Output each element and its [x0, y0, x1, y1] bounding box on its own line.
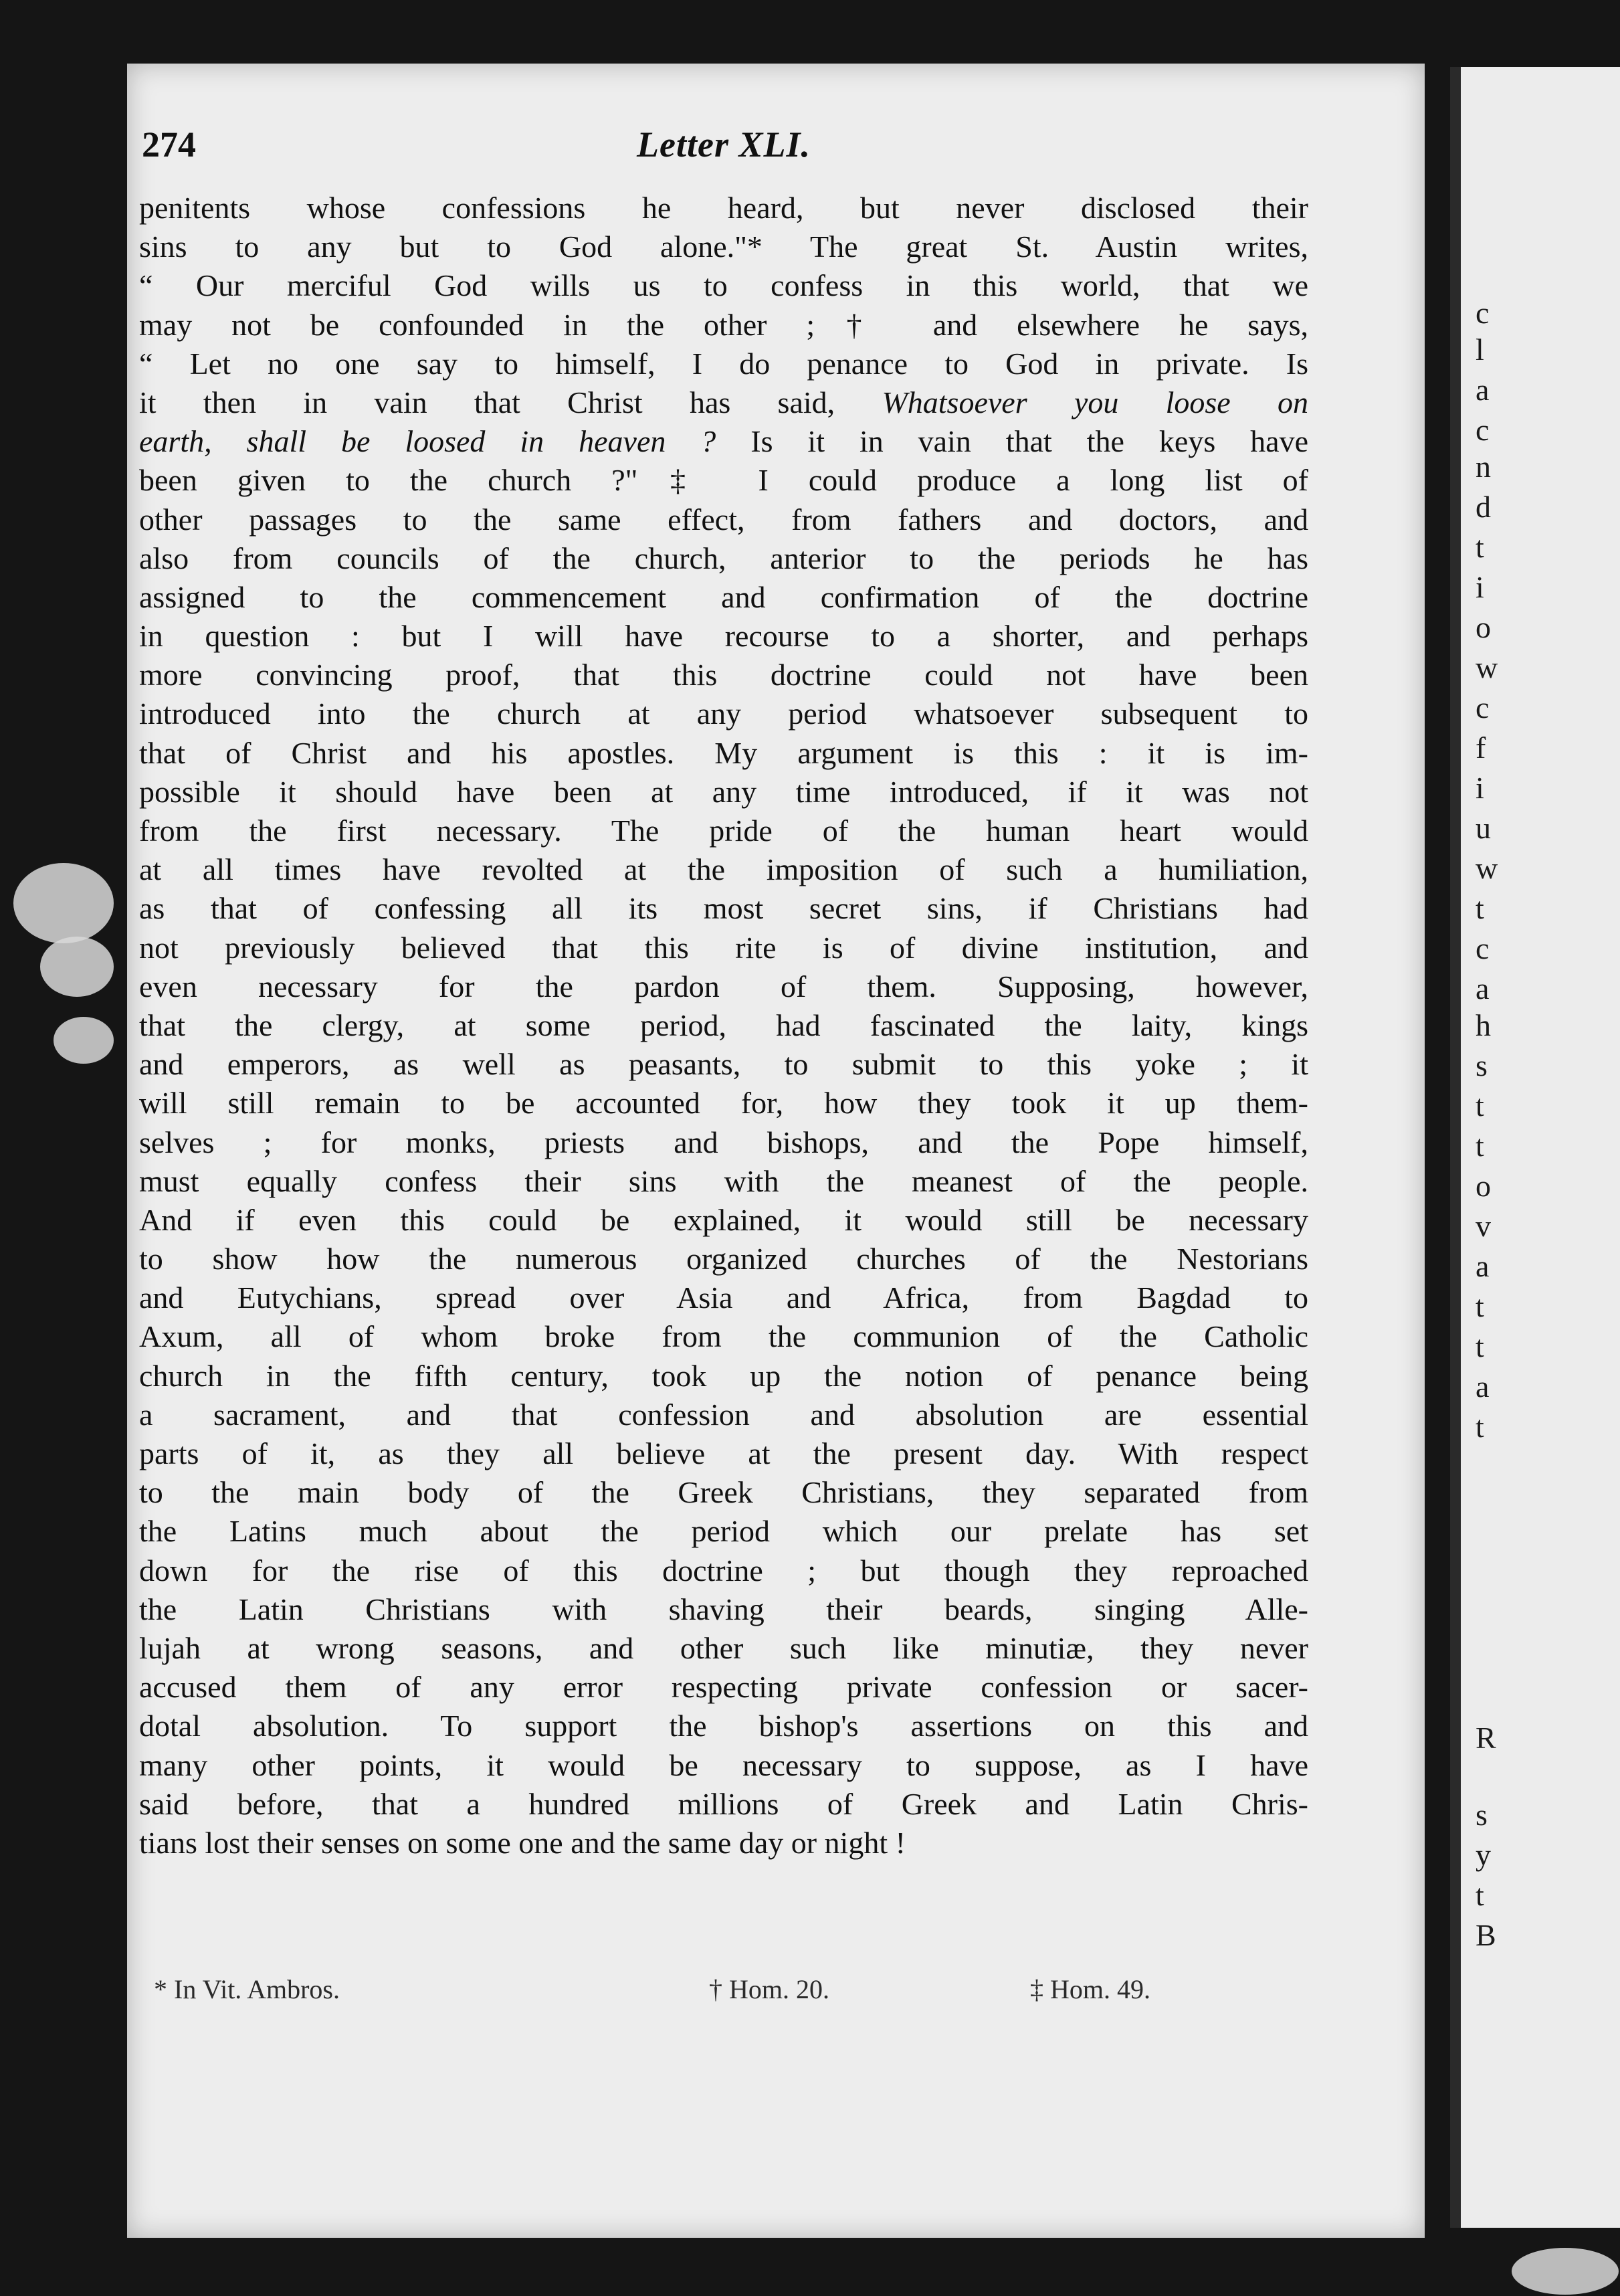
text-line: may not be confounded in the other ;† and elsewhere he says, — [139, 307, 1308, 342]
text-line: parts of it, as they all believe at the present day. With respect — [139, 1436, 1308, 1470]
running-head: Letter XLI. — [637, 124, 811, 165]
facing-page-letter: w — [1476, 851, 1498, 885]
text-line: possible it should have been at any time introduced, if it was not — [139, 774, 1308, 809]
facing-page-letter: l — [1476, 332, 1484, 367]
facing-page-letter: d — [1476, 490, 1491, 524]
text-line: and Eutychians, spread over Asia and Africa, from Bagdad to — [139, 1280, 1308, 1315]
footnote: * In Vit. Ambros. — [154, 1974, 340, 2004]
facing-page-letter: t — [1476, 891, 1484, 925]
text-line: at all times have revolted at the imposition of such a humiliation, — [139, 852, 1308, 887]
facing-page-letter: t — [1476, 1410, 1484, 1444]
facing-page-letter: c — [1476, 413, 1490, 447]
facing-page-letter: t — [1476, 530, 1484, 564]
text-line: assigned to the commencement and confirmation of the doctrine — [139, 579, 1308, 614]
facing-page-letter: t — [1476, 1088, 1484, 1123]
text-line-with-italic — [139, 383, 1308, 422]
text-line: down for the rise of this doctrine ; but though they reproached — [139, 1553, 1308, 1588]
facing-page-letter: t — [1476, 1129, 1484, 1163]
facing-page-letter: f — [1476, 731, 1486, 765]
backdrop-stain — [54, 1017, 114, 1064]
facing-page-letter: s — [1476, 1798, 1488, 1832]
text-line: not previously believed that this rite is of divine institution, and — [139, 930, 1308, 965]
facing-page-letter: u — [1476, 811, 1491, 845]
text-line: and emperors, as well as peasants, to submit to this yoke ; it — [139, 1047, 1308, 1082]
facing-page-letter: i — [1476, 771, 1484, 805]
facing-page-letter: h — [1476, 1008, 1491, 1042]
facing-page-letter: a — [1476, 1369, 1490, 1404]
backdrop-stain — [40, 937, 114, 997]
footnote: ‡ Hom. 49. — [1030, 1974, 1150, 2004]
text-line: lujah at wrong seasons, and other such like minutiæ, they never — [139, 1630, 1308, 1665]
facing-page-letter: B — [1476, 1918, 1496, 1952]
facing-page-letter: n — [1476, 450, 1491, 484]
facing-page-letter: y — [1476, 1838, 1491, 1872]
text-line: church in the fifth century, took up the notion of penance being — [139, 1358, 1308, 1393]
facing-page-letter: t — [1476, 1329, 1484, 1363]
text-line: accused them of any error respecting private confession or sacer- — [139, 1670, 1308, 1705]
text-line: the Latin Christians with shaving their beards, singing Alle- — [139, 1592, 1308, 1626]
text-line: must equally confess their sins with the meanest of the people. — [139, 1163, 1308, 1198]
facing-page-letter: a — [1476, 1249, 1490, 1283]
facing-page-letter: t — [1476, 1289, 1484, 1323]
text-line: said before, that a hundred millions of Greek and Latin Chris- — [139, 1786, 1308, 1821]
text-line-with-italic — [139, 422, 1308, 461]
facing-page-letter: t — [1476, 1878, 1484, 1912]
facing-page-letter: R — [1476, 1721, 1496, 1755]
text-line: “ Our merciful God wills us to confess in this world, that we — [139, 268, 1308, 303]
text-fragment: it then in vain that Christ has said, — [139, 385, 835, 419]
footnote: † Hom. 20. — [709, 1974, 829, 2004]
text-line: also from councils of the church, anterior to the periods he has — [139, 541, 1308, 575]
text-line: a sacrament, and that confession and absolution are essential — [139, 1397, 1308, 1432]
facing-page-letter: o — [1476, 1169, 1491, 1203]
text-line: to the main body of the Greek Christians, they separated from — [139, 1475, 1308, 1510]
text-line: sins to any but to God alone."* The great St. Austin writes, — [139, 229, 1308, 264]
backdrop-stain — [13, 863, 114, 943]
text-line: Axum, all of whom broke from the communion of the Catholic — [139, 1319, 1308, 1354]
text-line: will still remain to be accounted for, how they took it up them- — [139, 1086, 1308, 1121]
footnotes — [154, 1974, 1291, 2014]
text-line: that of Christ and his apostles. My argument is this : it is im- — [139, 735, 1308, 770]
text-line: selves ; for monks, priests and bishops, and the Pope himself, — [139, 1125, 1308, 1159]
text-line: even necessary for the pardon of them. Supposing, however, — [139, 969, 1308, 1003]
text-line: many other points, it would be necessary to suppose, as I have — [139, 1747, 1308, 1782]
text-line: dotal absolution. To support the bishop's assertions on this and — [139, 1709, 1308, 1743]
facing-page-letter: c — [1476, 931, 1490, 965]
text-line: to show how the numerous organized churches of the Nestorians — [139, 1242, 1308, 1276]
text-line: in question : but I will have recourse to a shorter, and perhaps — [139, 619, 1308, 654]
page-header — [142, 124, 1306, 177]
facing-page-letter: a — [1476, 971, 1490, 1006]
backdrop-stain — [1512, 2248, 1619, 2295]
facing-page-letter: a — [1476, 373, 1490, 407]
facing-page-letter: o — [1476, 610, 1491, 644]
facing-page-letter: v — [1476, 1209, 1491, 1243]
facing-page-edge — [1450, 67, 1620, 2228]
facing-page-letter: c — [1476, 690, 1490, 725]
text-line: And if even this could be explained, it would still be necessary — [139, 1202, 1308, 1237]
text-line: more convincing proof, that this doctrine could not have been — [139, 658, 1308, 692]
page-number: 274 — [142, 124, 196, 165]
facing-page-letter: w — [1476, 650, 1498, 684]
text-line: “ Let no one say to himself, I do penance to God in private. Is — [139, 346, 1308, 381]
text-line: been given to the church ?"‡ I could produce a long list of — [139, 463, 1308, 498]
text-line: introduced into the church at any period whatsoever subsequent to — [139, 696, 1308, 731]
text-line: from the first necessary. The pride of the human heart would — [139, 814, 1308, 848]
text-line: the Latins much about the period which our prelate has set — [139, 1514, 1308, 1549]
text-line: tians lost their senses on some one and the same day or night ! — [139, 1825, 906, 1860]
italic-quote: Whatsoever you loose on — [882, 385, 1309, 419]
text-line: that the clergy, at some period, had fascinated the laity, kings — [139, 1008, 1308, 1042]
text-line: as that of confessing all its most secret sins, if Christians had — [139, 891, 1308, 926]
text-line: other passages to the same effect, from fathers and doctors, and — [139, 502, 1308, 537]
facing-page-letter: i — [1476, 570, 1484, 604]
facing-page-letter: s — [1476, 1048, 1488, 1082]
italic-quote: earth, shall be loosed in heaven ? — [139, 424, 716, 459]
body-text — [139, 189, 1308, 1862]
text-fragment: Is it in vain that the keys have — [750, 424, 1308, 459]
facing-page-letter: c — [1476, 296, 1490, 330]
text-line: penitents whose confessions he heard, but never disclosed their — [139, 191, 1308, 225]
